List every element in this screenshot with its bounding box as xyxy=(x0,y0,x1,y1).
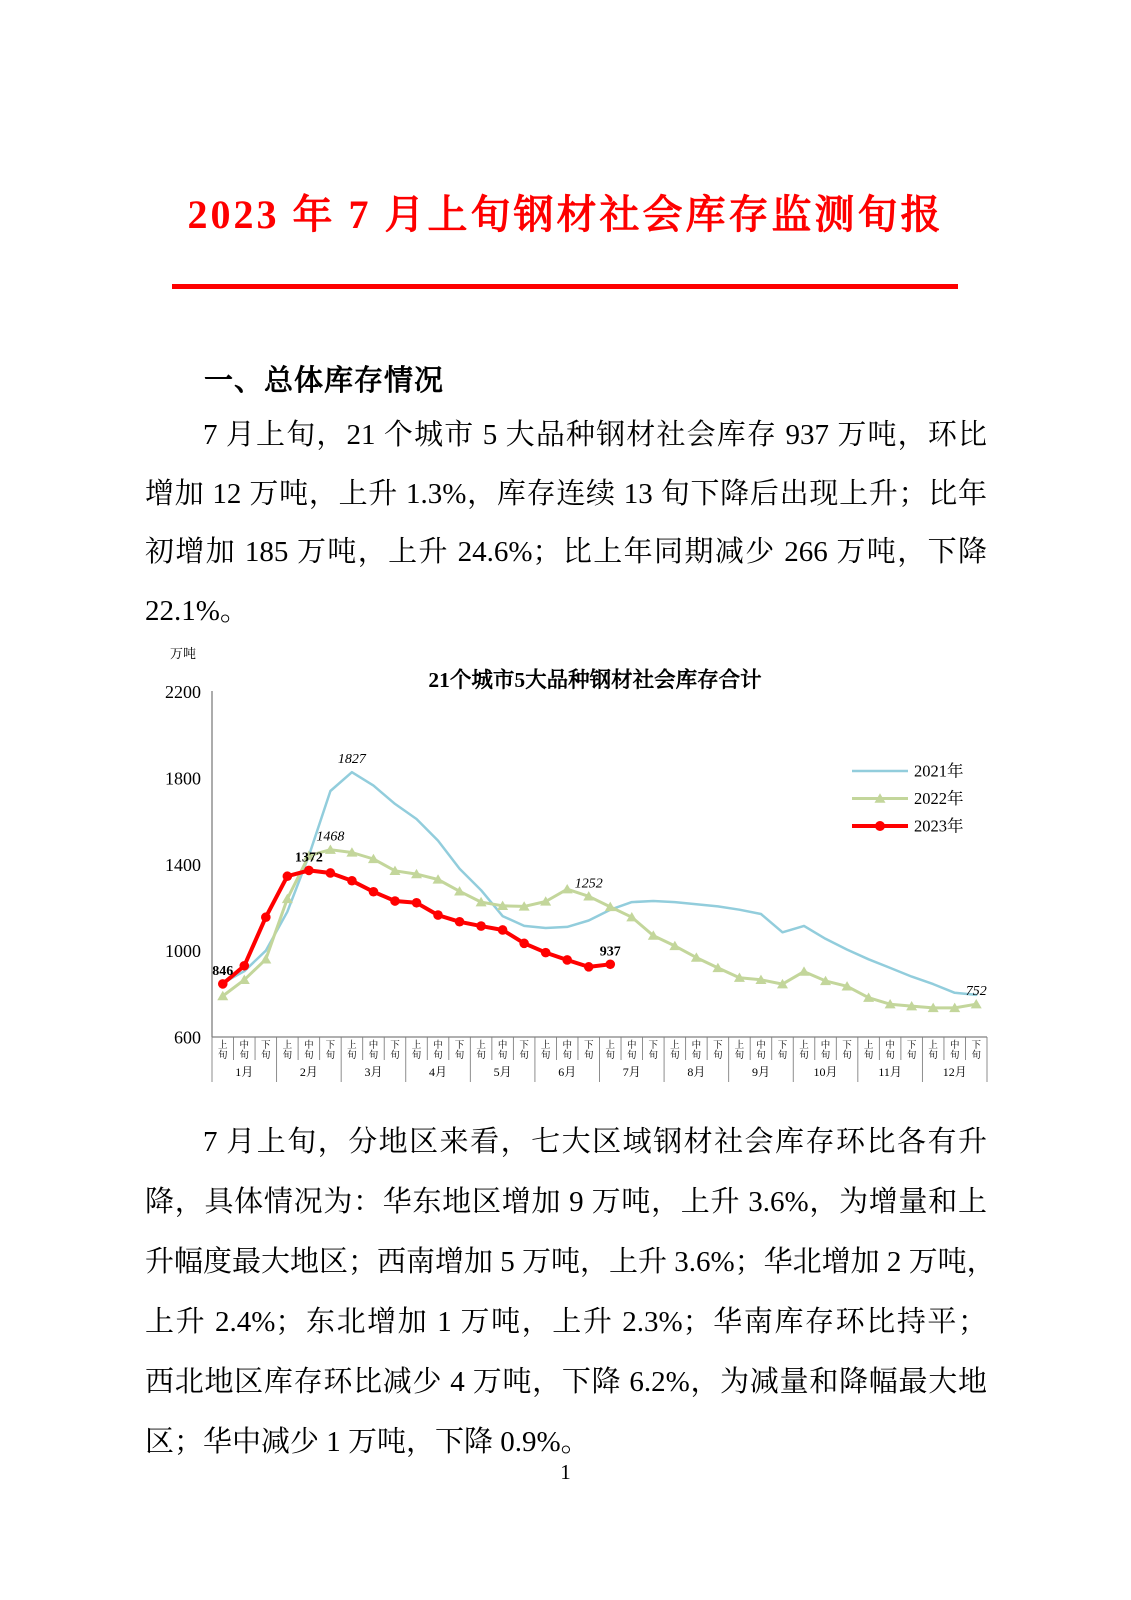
x-axis-period-label: 下旬 xyxy=(713,1041,723,1061)
circle-marker xyxy=(476,921,486,931)
paragraph-overall-inventory xyxy=(145,406,987,640)
x-axis-period-label: 下旬 xyxy=(648,1041,659,1061)
circle-marker xyxy=(239,961,249,971)
x-axis-month-label: 1月 xyxy=(235,1065,254,1079)
x-axis-period-label: 下旬 xyxy=(454,1041,465,1061)
paragraph-line: 7 月上旬，21 个城市 5 大品种钢材社会库存 937 万吨，环比 xyxy=(203,419,987,451)
circle-marker xyxy=(541,948,551,958)
paragraph-line: 22.1%。 xyxy=(145,594,249,627)
circle-marker xyxy=(433,910,443,920)
data-point-label: 937 xyxy=(599,944,621,960)
x-axis-period-label: 下旬 xyxy=(971,1041,981,1061)
circle-marker xyxy=(369,887,379,897)
x-axis-period-label: 上旬 xyxy=(347,1041,357,1061)
paragraph-regional-inventory xyxy=(145,1112,996,1472)
x-axis-month-label: 8月 xyxy=(687,1065,706,1079)
legend-label: 2022年 xyxy=(914,789,964,808)
circle-marker xyxy=(304,866,314,876)
x-axis-period-label: 上旬 xyxy=(282,1041,293,1061)
x-axis-month-label: 11月 xyxy=(878,1065,902,1079)
y-tick-label: 2200 xyxy=(165,682,201,703)
legend-label: 2023年 xyxy=(914,816,964,836)
y-tick-label: 1400 xyxy=(165,854,201,875)
x-axis-month-label: 2月 xyxy=(299,1065,318,1079)
paragraph-line: 初增加 185 万吨，上升 24.6%；比上年同期减少 266 万吨，下降 xyxy=(145,536,987,568)
x-axis-period-label: 下旬 xyxy=(390,1041,400,1061)
x-axis-period-label: 上旬 xyxy=(734,1041,745,1061)
data-point-label: 846 xyxy=(212,963,234,979)
x-axis-period-label: 上旬 xyxy=(476,1041,486,1061)
paragraph-line: 上升 2.4%；东北增加 1 万吨，上升 2.3%；华南库存环比持平； xyxy=(145,1306,987,1338)
x-axis-month-label: 7月 xyxy=(622,1065,641,1079)
x-axis-period-label: 下旬 xyxy=(583,1041,594,1061)
circle-marker xyxy=(347,876,357,886)
paragraph-line: 7 月上旬，分地区来看，七大区域钢材社会库存环比各有升 xyxy=(203,1126,987,1158)
x-axis-month-label: 3月 xyxy=(364,1065,383,1079)
x-axis-period-label: 上旬 xyxy=(670,1041,680,1061)
title-underline xyxy=(172,284,958,289)
x-axis-period-label: 上旬 xyxy=(799,1041,809,1061)
x-axis-period-label: 中旬 xyxy=(820,1041,831,1061)
circle-marker xyxy=(218,979,228,989)
triangle-marker xyxy=(799,966,810,975)
page-number: 1 xyxy=(560,1460,571,1484)
y-tick-label: 1000 xyxy=(165,941,201,962)
x-axis-period-label: 中旬 xyxy=(562,1041,572,1061)
circle-marker xyxy=(412,898,422,908)
x-axis-period-label: 下旬 xyxy=(777,1041,788,1061)
x-axis-period-label: 中旬 xyxy=(885,1041,895,1061)
x-axis-period-label: 上旬 xyxy=(863,1041,874,1061)
circle-marker xyxy=(455,917,465,927)
x-axis-period-label: 下旬 xyxy=(261,1041,271,1061)
x-axis-period-label: 上旬 xyxy=(411,1041,422,1061)
data-point-label: 1252 xyxy=(574,876,603,892)
y-tick-label: 1800 xyxy=(165,768,201,789)
triangle-marker xyxy=(562,884,573,893)
paragraph-line: 区；华中减少 1 万吨，下降 0.9%。 xyxy=(145,1426,590,1458)
circle-marker xyxy=(390,896,400,906)
document-title: 2023 年 7 月上旬钢材社会库存监测旬报 xyxy=(187,192,944,237)
circle-marker xyxy=(605,959,615,969)
circle-marker xyxy=(519,939,529,949)
x-axis-period-label: 中旬 xyxy=(627,1041,637,1061)
x-axis-period-label: 上旬 xyxy=(605,1041,616,1061)
x-axis-period-label: 中旬 xyxy=(239,1041,250,1061)
y-axis-unit-label: 万吨 xyxy=(169,646,196,661)
x-axis-period-label: 上旬 xyxy=(218,1041,228,1061)
paragraph-line: 增加 12 万吨，上升 1.3%，库存连续 13 旬下降后出现上升；比年 xyxy=(145,477,987,510)
data-point-label: 1827 xyxy=(337,752,366,768)
x-axis-month-label: 12月 xyxy=(942,1065,967,1079)
circle-marker xyxy=(326,868,336,878)
x-axis-period-label: 中旬 xyxy=(497,1041,508,1061)
paragraph-line: 西北地区库存环比减少 4 万吨，下降 6.2%，为减量和降幅最大地 xyxy=(145,1366,987,1398)
data-point-label: 1468 xyxy=(316,829,345,845)
x-axis-month-label: 9月 xyxy=(751,1065,770,1079)
data-point-label: 1372 xyxy=(294,850,323,866)
x-axis-period-label: 下旬 xyxy=(842,1041,852,1061)
y-tick-label: 600 xyxy=(174,1027,201,1048)
x-axis-month-label: 6月 xyxy=(558,1065,577,1079)
x-axis-period-label: 上旬 xyxy=(540,1041,551,1061)
inventory-chart-canvas xyxy=(140,638,1020,1079)
x-axis-month-label: 5月 xyxy=(493,1065,512,1079)
circle-marker xyxy=(283,871,293,881)
circle-marker xyxy=(562,955,572,965)
x-axis-period-label: 中旬 xyxy=(433,1041,443,1061)
paragraph-line: 升幅度最大地区；西南增加 5 万吨，上升 3.6%；华北增加 2 万吨， xyxy=(145,1246,996,1278)
data-point-label: 752 xyxy=(965,984,987,1000)
circle-marker xyxy=(261,912,271,922)
inventory-line-chart xyxy=(140,638,1020,1079)
paragraph-line: 降，具体情况为：华东地区增加 9 万吨，上升 3.6%，为增量和上 xyxy=(145,1186,987,1218)
x-axis-period-label: 上旬 xyxy=(928,1041,938,1061)
x-axis-period-label: 中旬 xyxy=(368,1041,379,1061)
section-heading: 一、总体库存情况 xyxy=(204,365,445,397)
chart-title: 21个城市5大品种钢材社会库存合计 xyxy=(428,668,762,692)
circle-marker xyxy=(498,925,508,935)
legend-circle-marker xyxy=(875,821,885,831)
x-axis-period-label: 中旬 xyxy=(756,1041,766,1061)
x-axis-month-label: 4月 xyxy=(429,1065,448,1079)
x-axis-period-label: 中旬 xyxy=(304,1041,314,1061)
x-axis-period-label: 下旬 xyxy=(519,1041,529,1061)
x-axis-month-label: 10月 xyxy=(813,1065,838,1079)
x-axis-period-label: 中旬 xyxy=(691,1041,702,1061)
legend-label: 2021年 xyxy=(914,761,964,781)
x-axis-period-label: 下旬 xyxy=(906,1041,917,1061)
x-axis-period-label: 下旬 xyxy=(325,1041,336,1061)
x-axis-period-label: 中旬 xyxy=(949,1041,960,1061)
circle-marker xyxy=(584,962,594,972)
